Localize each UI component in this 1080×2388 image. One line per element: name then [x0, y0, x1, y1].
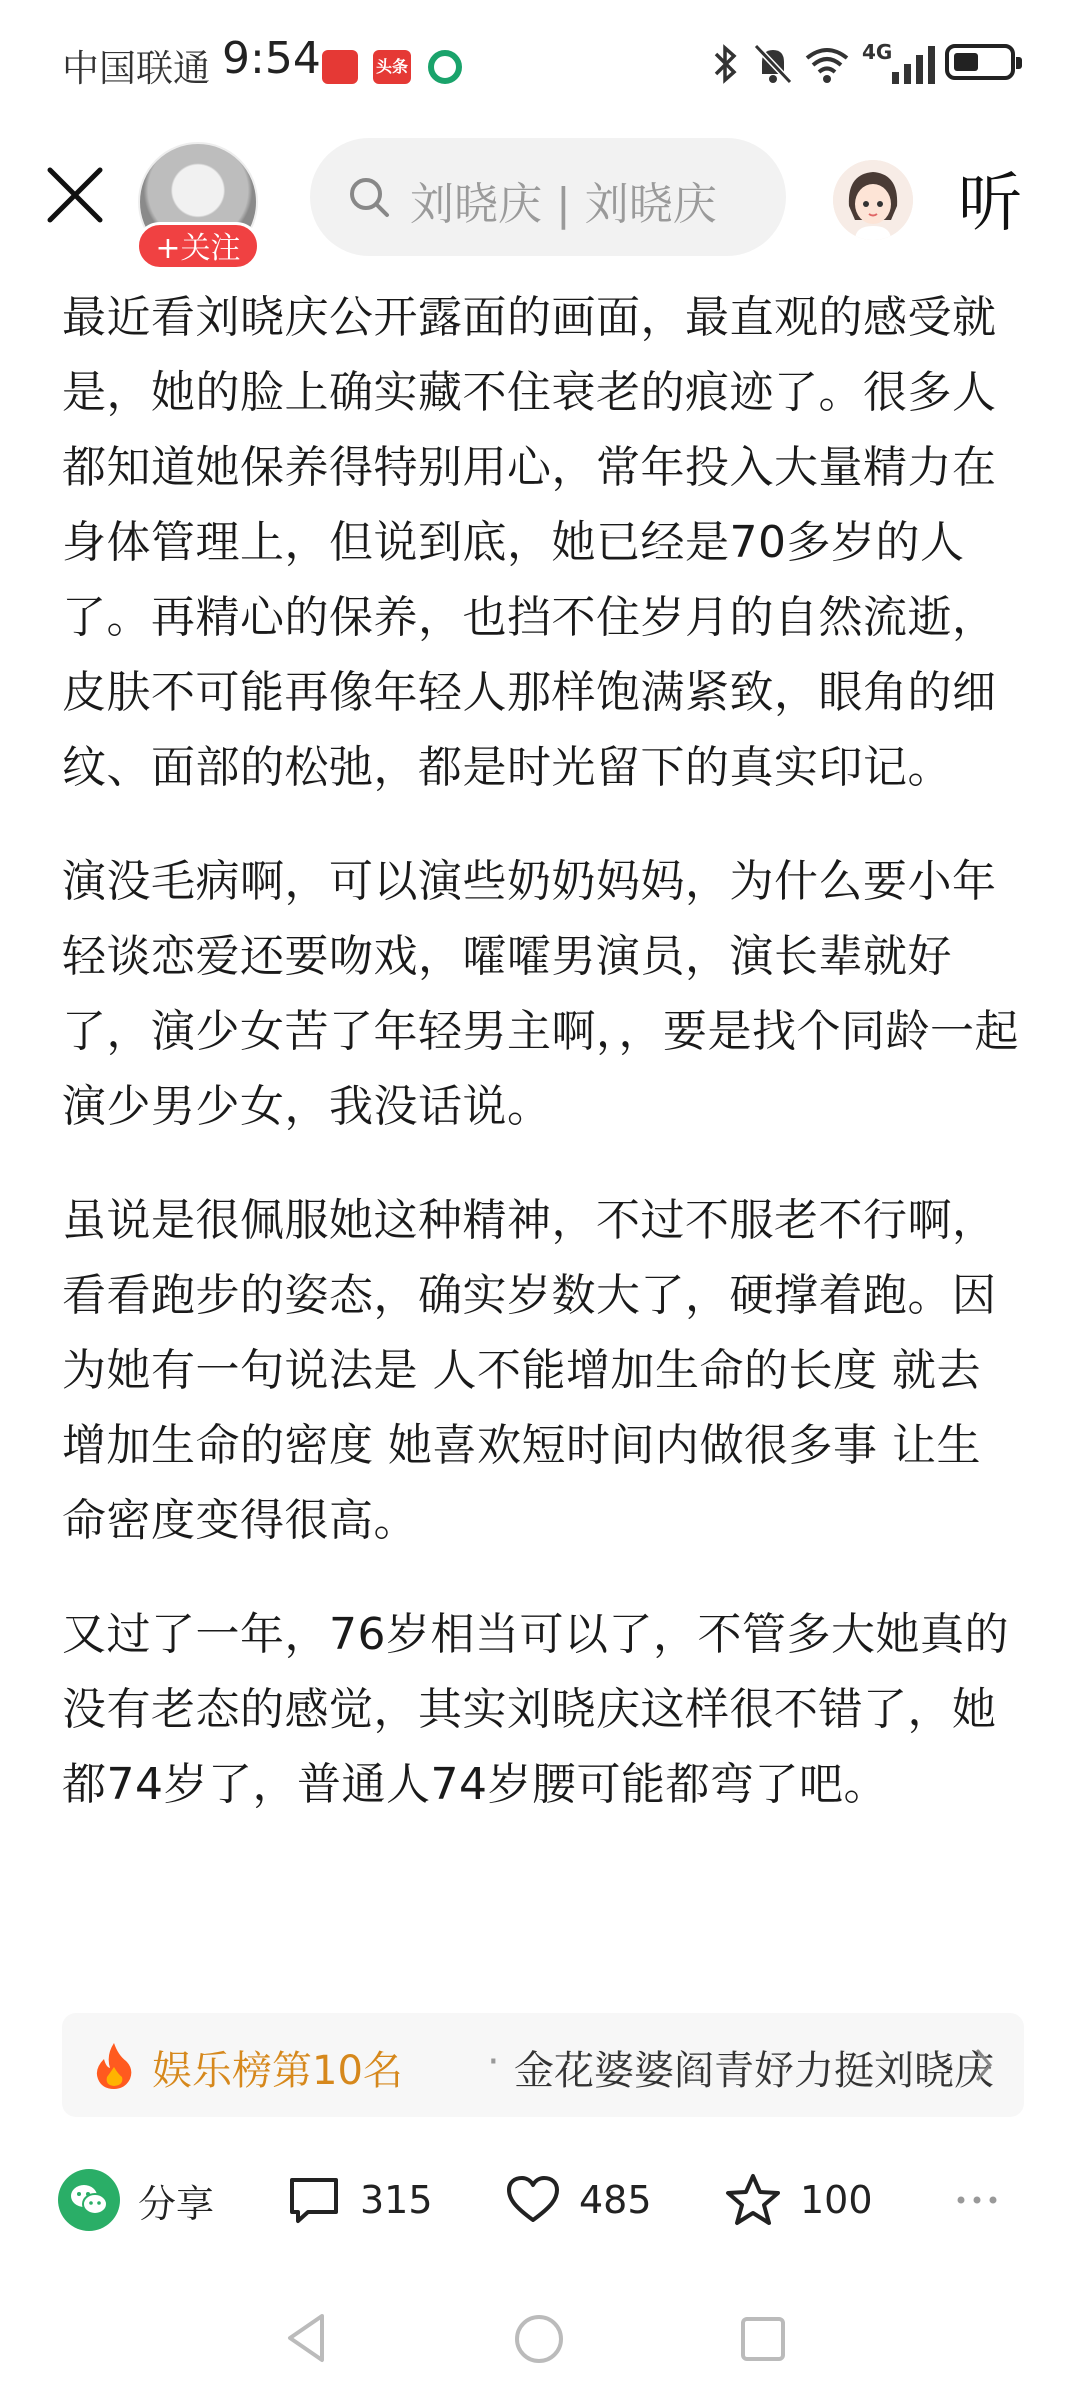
cellular-signal	[862, 40, 940, 86]
home-icon[interactable]	[512, 2312, 566, 2366]
wechat-share-icon	[58, 2169, 120, 2231]
signal-bars-icon	[890, 44, 938, 86]
like-button[interactable]	[505, 2150, 652, 2250]
article-paragraph: 演没毛病啊，可以演些奶奶妈妈，为什么要小年轻谈恋爱还要吻戏，嚯嚯男演员，演长辈就好了，演少女苦了年轻男主啊，，要是找个同龄一起演少男少女，我没话说。	[62, 856, 1019, 1132]
article-body	[62, 280, 1022, 1861]
article-paragraph: 又过了一年，76岁相当可以了，不管多大她真的没有老态的感觉，其实刘晓庆这样很不错了，她都74岁了，普通人74岁腰可能都弯了吧。	[62, 1609, 1009, 1810]
comment-button[interactable]	[286, 2150, 433, 2250]
ranking-separator: ·	[487, 2039, 500, 2085]
favorite-count: 100	[800, 2178, 873, 2222]
toutiao-app-icon: 头条	[373, 50, 411, 84]
network-type: 4G	[862, 40, 893, 64]
more-dots-icon	[955, 2194, 999, 2206]
follow-button[interactable]: +关注	[136, 222, 260, 270]
article-header	[0, 130, 1080, 280]
comment-count: 315	[360, 2178, 433, 2222]
battery-icon	[945, 44, 1015, 80]
ranking-banner[interactable]	[62, 2013, 1024, 2117]
status-bar	[0, 0, 1080, 130]
system-nav-bar	[0, 2288, 1080, 2388]
status-time: 9:54	[222, 33, 321, 84]
wifi-icon	[803, 44, 851, 84]
green-app-icon	[428, 50, 462, 84]
share-label: 分享	[138, 2181, 215, 2226]
flame-icon	[92, 2041, 136, 2091]
bluetooth-icon	[712, 44, 740, 84]
search-icon	[346, 174, 392, 220]
huawei-app-icon	[322, 50, 358, 84]
like-count: 485	[579, 2178, 652, 2222]
user-avatar[interactable]	[833, 160, 913, 240]
search-query-text: 刘晓庆 | 刘晓庆	[410, 179, 717, 230]
favorite-button[interactable]	[724, 2150, 873, 2250]
more-options-button[interactable]	[955, 2150, 999, 2250]
close-icon[interactable]	[40, 160, 110, 230]
article-paragraph: 虽说是很佩服她这种精神，不过不服老不行啊，看看跑步的姿态，确实岁数大了，硬撑着跑。因为她有一句说法是 人不能增加生命的长度 就去增加生命的密度 她喜欢短时间内做很多事 让生命密度变得很高。	[62, 1195, 997, 1546]
chevron-right-icon	[974, 2047, 994, 2083]
article-paragraph: 最近看刘晓庆公开露面的画面，最直观的感受就是，她的脸上确实藏不住衰老的痕迹了。很多人都知道她保养得特别用心，常年投入大量精力在身体管理上，但说到底，她已经是70多岁的人了。再精心的保养，也挡不住岁月的自然流逝，皮肤不可能再像年轻人那样饱满紧致，眼角的细纹、面部的松弛，都是时光留下的真实印记。	[62, 292, 997, 793]
ranking-topic: 金花婆婆阎青妤力挺刘晓庆	[514, 2048, 994, 2094]
comment-icon	[286, 2174, 342, 2226]
share-button[interactable]	[58, 2150, 214, 2250]
author-avatar-group[interactable]	[138, 142, 258, 266]
cartoon-girl-avatar-icon	[833, 160, 913, 240]
heart-icon	[505, 2174, 561, 2226]
mute-bell-icon	[752, 42, 794, 86]
recent-apps-icon[interactable]	[738, 2314, 788, 2364]
search-bar[interactable]	[310, 138, 786, 256]
action-bar	[0, 2150, 1080, 2250]
ranking-title: 娱乐榜第10名	[152, 2048, 403, 2094]
carrier-name: 中国联通	[62, 47, 210, 90]
back-icon[interactable]	[282, 2310, 332, 2366]
listen-button[interactable]: 听	[958, 167, 1022, 241]
star-icon	[724, 2172, 782, 2228]
